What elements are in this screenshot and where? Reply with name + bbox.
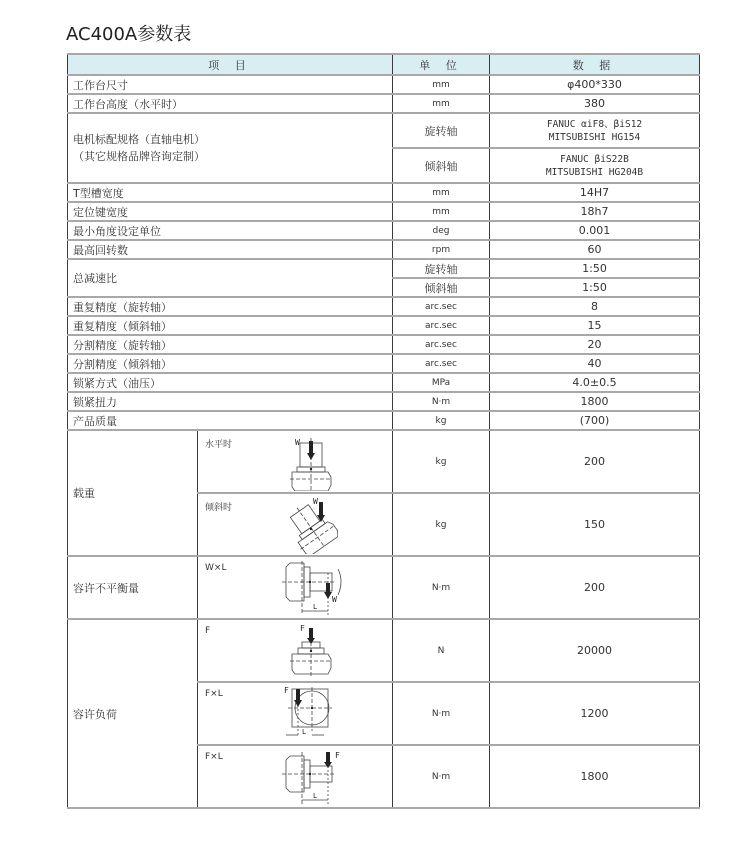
sub-cell	[198, 745, 393, 808]
table-row	[68, 94, 700, 113]
svg-text:L: L	[313, 603, 318, 611]
svg-text:L: L	[313, 792, 318, 800]
table-row	[68, 202, 700, 221]
row-value	[490, 148, 700, 183]
row-unit: arc.sec	[393, 297, 490, 316]
row-value: 200	[490, 556, 700, 619]
row-value: 8	[490, 297, 700, 316]
row-unit: N	[393, 619, 490, 682]
svg-text:F: F	[335, 751, 340, 760]
row-value: 1800	[490, 392, 700, 411]
header-data: 数 据	[490, 54, 700, 75]
table-row	[68, 316, 700, 335]
table-row	[68, 354, 700, 373]
row-unit: 旋转轴	[393, 259, 490, 278]
table-row-unbalance	[68, 556, 700, 619]
table-row	[68, 221, 700, 240]
row-label: 工作台尺寸	[68, 75, 393, 94]
sub-label: F×L	[205, 689, 223, 699]
unbalance-diagram-icon	[278, 559, 358, 617]
sub-label: F×L	[205, 752, 223, 762]
axial-load-diagram-icon	[278, 622, 338, 680]
row-unit: mm	[393, 202, 490, 221]
row-value: 380	[490, 94, 700, 113]
svg-text:F: F	[284, 686, 289, 695]
motor-label-line1: 电机标配规格（直轴电机）	[73, 133, 205, 146]
svg-text:L: L	[302, 728, 307, 736]
motor-label-line2: （其它规格品牌咨询定制）	[73, 150, 205, 163]
header-unit: 单 位	[393, 54, 490, 75]
svg-text:F: F	[300, 624, 305, 633]
svg-text:W: W	[332, 595, 337, 604]
row-value: 1800	[490, 745, 700, 808]
row-unit: rpm	[393, 240, 490, 259]
sub-cell	[198, 682, 393, 745]
table-row	[68, 392, 700, 411]
row-label: 产品质量	[68, 411, 393, 430]
row-value	[490, 113, 700, 148]
side-moment-diagram-icon	[278, 748, 358, 806]
front-moment-diagram-icon	[278, 685, 338, 743]
value-line1: FANUC αiF8、βiS12	[546, 118, 643, 130]
row-value: 18h7	[490, 202, 700, 221]
table-row	[68, 411, 700, 430]
spec-table	[67, 53, 700, 809]
row-value: 0.001	[490, 221, 700, 240]
row-unit: N·m	[393, 556, 490, 619]
sub-cell	[198, 430, 393, 493]
row-label: 锁紧方式（油压）	[68, 373, 393, 392]
row-unit: mm	[393, 94, 490, 113]
sub-label: 水平时	[205, 440, 233, 450]
row-label-motor	[68, 113, 393, 183]
table-row-motor-rotary	[68, 113, 700, 148]
table-row	[68, 240, 700, 259]
horizontal-load-diagram-icon	[278, 433, 338, 491]
table-row-allowable-axial	[68, 619, 700, 682]
table-row	[68, 373, 700, 392]
row-value: 20000	[490, 619, 700, 682]
row-unit: arc.sec	[393, 335, 490, 354]
header-item: 项 目	[68, 54, 393, 75]
row-unit: arc.sec	[393, 354, 490, 373]
row-unit: MPa	[393, 373, 490, 392]
table-row	[68, 297, 700, 316]
row-value: 150	[490, 493, 700, 556]
page-title: AC400A参数表	[66, 24, 192, 45]
row-value: 14H7	[490, 183, 700, 202]
row-unit: N·m	[393, 392, 490, 411]
svg-text:W: W	[313, 497, 318, 506]
value-line1: FANUC βiS22B	[560, 153, 629, 165]
sub-label: F	[205, 626, 211, 636]
row-unit: mm	[393, 75, 490, 94]
row-label: 容许不平衡量	[68, 556, 198, 619]
row-value: 40	[490, 354, 700, 373]
row-label: 重复精度（旋转轴）	[68, 297, 393, 316]
table-row	[68, 75, 700, 94]
table-header-row	[68, 54, 700, 75]
row-label: 总减速比	[68, 259, 393, 297]
value-line2: MITSUBISHI HG204B	[545, 166, 644, 178]
row-unit: mm	[393, 183, 490, 202]
row-unit: 倾斜轴	[393, 278, 490, 297]
tilted-load-diagram-icon	[278, 496, 338, 554]
svg-text:W: W	[295, 438, 300, 447]
row-label: 分割精度（旋转轴）	[68, 335, 393, 354]
value-line2: MITSUBISHI HG154	[548, 131, 641, 143]
table-row-load-horizontal	[68, 430, 700, 493]
sub-cell	[198, 619, 393, 682]
sub-cell	[198, 493, 393, 556]
row-label: T型槽宽度	[68, 183, 393, 202]
sub-cell	[198, 556, 393, 619]
row-unit: kg	[393, 493, 490, 556]
sub-label: 倾斜时	[205, 503, 233, 513]
row-unit: arc.sec	[393, 316, 490, 335]
row-value: φ400*330	[490, 75, 700, 94]
row-label: 分割精度（倾斜轴）	[68, 354, 393, 373]
row-label: 重复精度（倾斜轴）	[68, 316, 393, 335]
row-label: 工作台高度（水平时）	[68, 94, 393, 113]
table-row	[68, 183, 700, 202]
row-label: 容许负荷	[68, 619, 198, 808]
row-unit: 旋转轴	[393, 113, 490, 148]
row-unit: 倾斜轴	[393, 148, 490, 183]
row-value: 200	[490, 430, 700, 493]
table-row-reduction-rotary	[68, 259, 700, 278]
row-unit: kg	[393, 430, 490, 493]
row-value: 20	[490, 335, 700, 354]
row-unit: deg	[393, 221, 490, 240]
table-row	[68, 335, 700, 354]
row-unit: N·m	[393, 682, 490, 745]
row-unit: N·m	[393, 745, 490, 808]
row-value: 4.0±0.5	[490, 373, 700, 392]
sub-label: W×L	[205, 563, 227, 573]
row-label: 定位键宽度	[68, 202, 393, 221]
row-label: 最高回转数	[68, 240, 393, 259]
row-value: 15	[490, 316, 700, 335]
row-unit: kg	[393, 411, 490, 430]
row-value: 1200	[490, 682, 700, 745]
row-label: 最小角度设定单位	[68, 221, 393, 240]
row-value: 60	[490, 240, 700, 259]
row-label: 载重	[68, 430, 198, 556]
row-label: 锁紧扭力	[68, 392, 393, 411]
row-value: 1:50	[490, 259, 700, 278]
row-value: (700)	[490, 411, 700, 430]
row-value: 1:50	[490, 278, 700, 297]
